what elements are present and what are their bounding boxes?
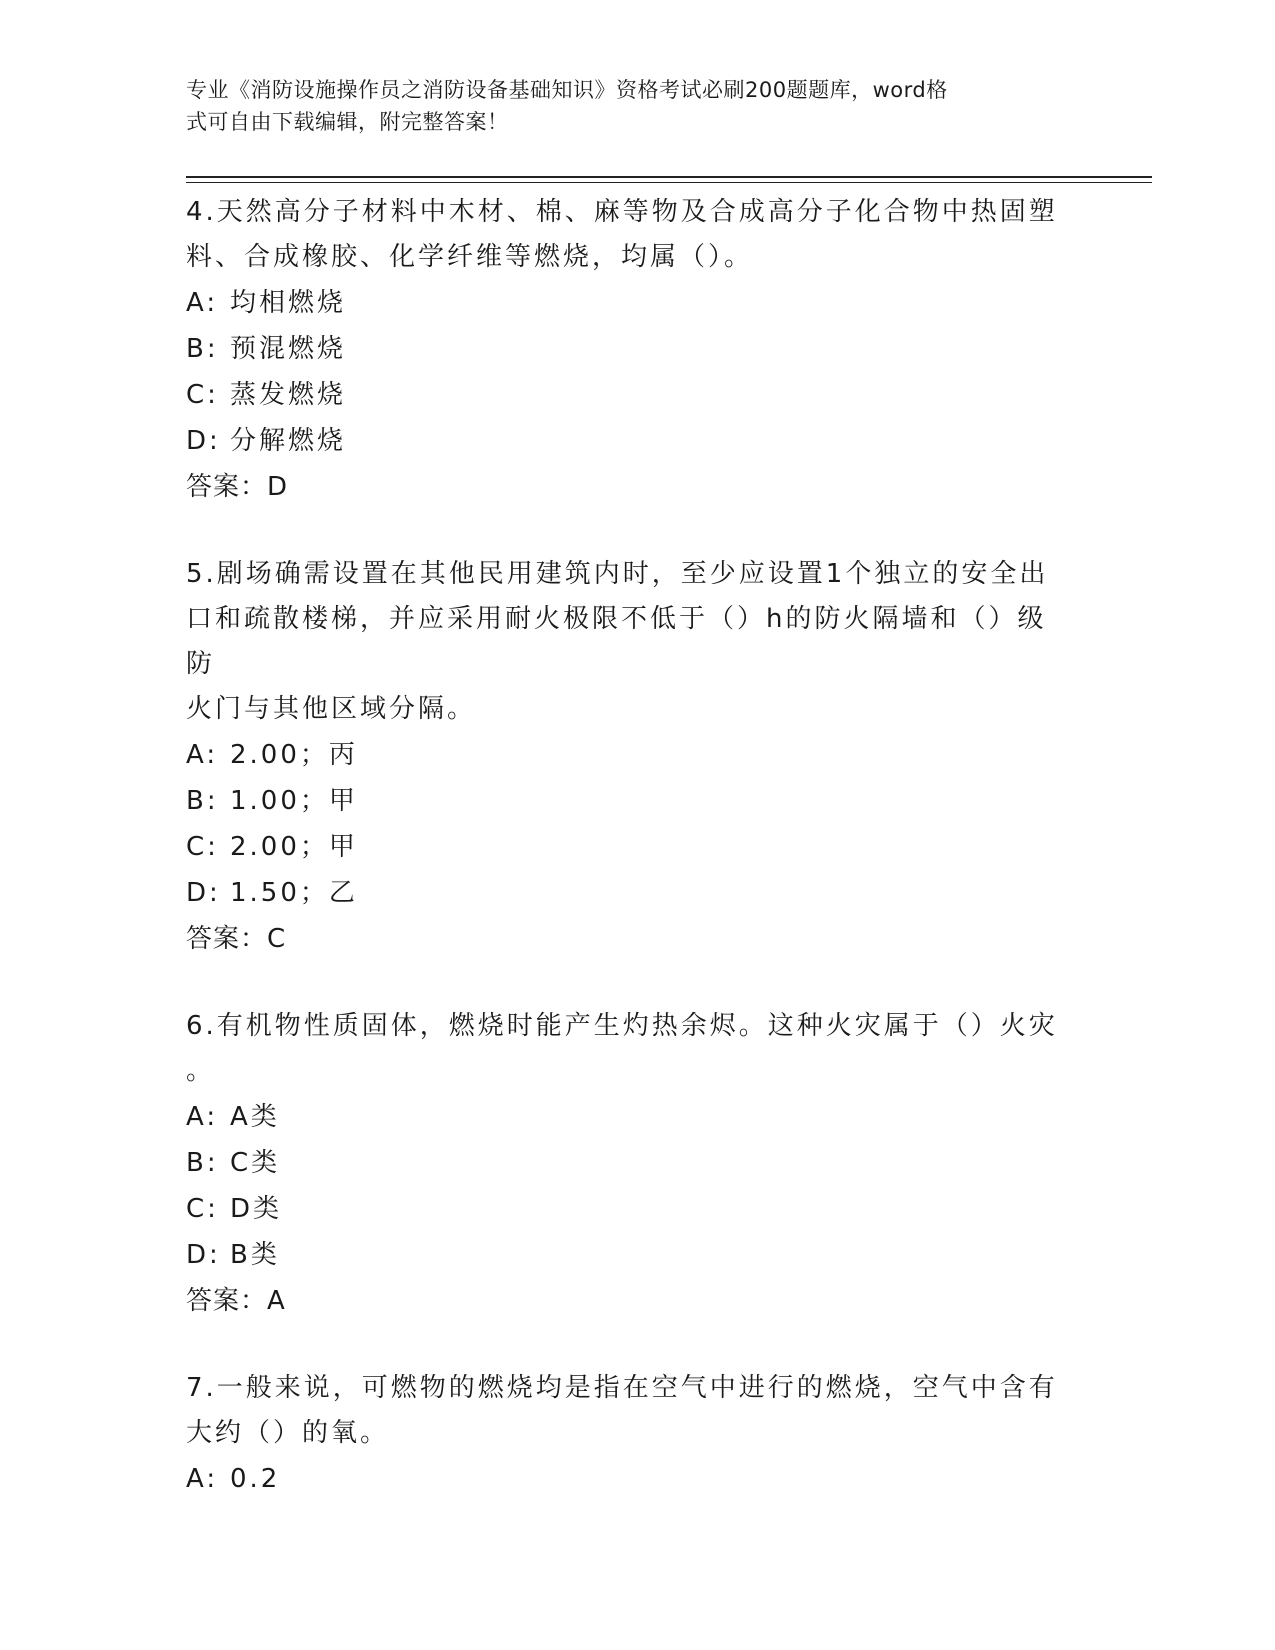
option-text: 蒸发燃烧	[230, 380, 347, 410]
option-letter: C:	[186, 832, 219, 862]
option-letter: A:	[186, 740, 219, 770]
question-5	[186, 552, 1086, 962]
option-letter: A:	[186, 1102, 219, 1132]
question-text	[186, 1004, 1066, 1094]
header-line-2: 式可自由下载编辑，附完整答案！	[186, 110, 509, 134]
option-a	[186, 1094, 1086, 1140]
option-letter: D:	[186, 1240, 221, 1270]
option-text: 预混燃烧	[230, 334, 347, 364]
option-c	[186, 824, 1086, 870]
question-text-line: 口和疏散楼梯，并应采用耐火极限不低于（）h的防火隔墙和（）级防	[186, 604, 1047, 679]
option-letter: B:	[186, 1148, 219, 1178]
option-d	[186, 870, 1086, 916]
question-text-line: 料、合成橡胶、化学纤维等燃烧，均属（）。	[186, 242, 754, 272]
option-text: D类	[230, 1194, 283, 1224]
question-text-line: 5.剧场确需设置在其他民用建筑内时，至少应设置1个独立的安全出	[186, 559, 1049, 589]
option-text: A类	[230, 1102, 280, 1132]
question-list	[186, 190, 1086, 1544]
option-letter: A:	[186, 288, 219, 318]
answer-line: 答案：D	[186, 472, 289, 502]
header-divider-thin	[186, 182, 1152, 183]
question-text	[186, 552, 1066, 732]
option-text: B类	[230, 1240, 280, 1270]
question-text-line: 。	[186, 1056, 216, 1086]
option-text: 2.00；甲	[230, 832, 358, 862]
option-text: 0.2	[230, 1464, 281, 1494]
question-6	[186, 1004, 1086, 1324]
option-text: 分解燃烧	[230, 426, 347, 456]
option-c	[186, 372, 1086, 418]
question-4	[186, 190, 1086, 510]
question-text	[186, 190, 1066, 280]
option-d	[186, 418, 1086, 464]
header-divider-thick	[186, 176, 1152, 178]
option-b	[186, 326, 1086, 372]
question-text-line: 大约（）的氧。	[186, 1418, 390, 1448]
option-letter: D:	[186, 878, 221, 908]
question-text	[186, 1366, 1066, 1456]
option-letter: B:	[186, 786, 219, 816]
option-a	[186, 280, 1086, 326]
option-letter: D:	[186, 426, 221, 456]
document-header	[186, 74, 1066, 138]
option-a	[186, 1456, 1086, 1502]
option-text: 1.00；甲	[230, 786, 358, 816]
answer-line: 答案：A	[186, 1286, 286, 1316]
option-b	[186, 1140, 1086, 1186]
option-c	[186, 1186, 1086, 1232]
option-letter: A:	[186, 1464, 219, 1494]
option-letter: C:	[186, 380, 219, 410]
question-text-line: 火门与其他区域分隔。	[186, 694, 477, 724]
option-d	[186, 1232, 1086, 1278]
option-letter: C:	[186, 1194, 219, 1224]
option-text: 2.00；丙	[230, 740, 358, 770]
option-text: 1.50；乙	[230, 878, 358, 908]
answer-line: 答案：C	[186, 924, 287, 954]
option-letter: B:	[186, 334, 219, 364]
option-b	[186, 778, 1086, 824]
option-text: 均相燃烧	[230, 288, 347, 318]
option-text: C类	[230, 1148, 281, 1178]
question-text-line: 7.一般来说，可燃物的燃烧均是指在空气中进行的燃烧，空气中含有	[186, 1373, 1058, 1403]
option-a	[186, 732, 1086, 778]
question-text-line: 6.有机物性质固体，燃烧时能产生灼热余烬。这种火灾属于（）火灾	[186, 1011, 1058, 1041]
header-line-1: 专业《消防设施操作员之消防设备基础知识》资格考试必刷200题题库，word格	[186, 78, 948, 102]
question-7	[186, 1366, 1086, 1502]
question-text-line: 4.天然高分子材料中木材、棉、麻等物及合成高分子化合物中热固塑	[186, 197, 1058, 227]
